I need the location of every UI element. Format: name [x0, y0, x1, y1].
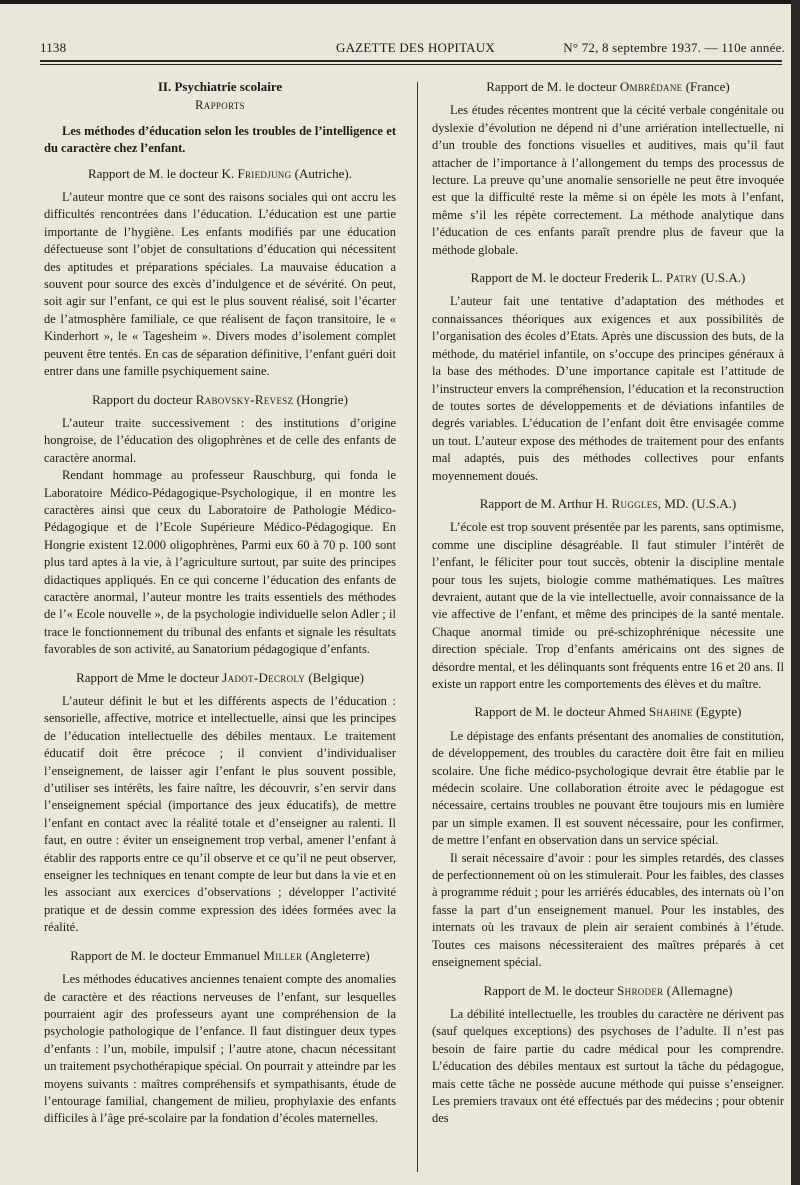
- report-country: (U.S.A.): [700, 270, 746, 286]
- report-title: [432, 982, 784, 999]
- report-title-prefix: Rapport de M. le docteur: [486, 79, 617, 94]
- section-lead: Les méthodes d’éducation selon les troubles de l’intelligence et du caractère chez l’enfant.: [44, 123, 396, 156]
- report-title-prefix: Rapport de M. le docteur K.: [87, 165, 235, 181]
- report-paragraph: Il serait nécessaire d’avoir : pour les simples retardés, des classes de perfectionnement où on les stimulerait. Pour les faibles, des classes à programme réduit ; pour les arriérés éducables, des internats où l’on fasse la part d’un enseignement manuel. Pour les instables, des internats où les travaux de plein air seraient combinés à l’étude. Toutes ces maisons nécessiteraient des maîtres préparés à cet enseignement spécial.: [432, 850, 784, 970]
- report-author: Ombrédane: [619, 79, 683, 94]
- left-column: [44, 78, 396, 1128]
- report-author: Shroder: [617, 982, 664, 998]
- report-title: [432, 703, 784, 720]
- column-divider: [417, 82, 418, 1172]
- report-author: Shahine: [648, 704, 693, 720]
- report-paragraph: Les études récentes montrent que la cécité verbale congénitale ou dyslexie d’évolution ne dépend ni d’une arriération intellectuelle, ni d’un trouble des fonctions visuelles et auditives, mais qu’il faut attacher de l’importance à l’allongement du temps des processus de lecture. La preuve qu’une anomalie sensorielle ne peut être invoquée est que la difficulté reste la même si on épèle les mots à l’enfant, même s’il les répète correctement. La méthode analytique dans l’éducation de ces enfants paraît prendre plus de faveur que la méthode globale.: [432, 103, 784, 257]
- section-subtitle: Rapports: [195, 98, 245, 113]
- report-paragraph: Le dépistage des enfants présentant des anomalies de constitution, de développement, des troubles du caractère doit être fait en milieu scolaire. Une fiche médico-psychologique devrait être établie par le médecin scolaire. Une collaboration étroite avec le pédagogue est nécessaire, certains troubles ne pouvant être toujours mis en lumière par un simple examen. Il est souvent nécessaire, pour les confirmer, de mettre l’enfant en observation dans un service spécial.: [432, 728, 784, 848]
- report-title-prefix: Rapport de Mme le docteur: [76, 669, 220, 685]
- report-paragraph: Rendant hommage au professeur Rauschburg, qui fonda le Laboratoire Médico-Pédagogique-Psychologique, il en montre les caractères ainsi que ceux du Laboratoire de Pathologie Médico-Pédagogique et de l’Ecole Supérieure Médico-Pédagogique. En Hongrie existent 12.000 oligophrènes, Parmi eux 60 à 70 p. 100 sont plus tard aptes à la vie, à l’agriculture surtout, par suite des principes didactiques appliqués. En ce qui concerne l’éducation des enfants de caractère anormal, l’auteur montre les traits essentiels des méthodes de l’« Ecole nouvelle », de la psychologie individuelle selon Adler ; il trace le fonctionnement du tribunal des enfants et signale les résultats favorables de son activité, au Sanatorium pédagogique d’enfants.: [44, 468, 396, 657]
- section-title: II. Psychiatrie scolaire: [157, 79, 283, 94]
- report-paragraph: L’auteur traite successivement : des institutions d’origine hongroise, de l’éducation des oligophrènes et de celle des enfants de caractère anormal.: [44, 415, 396, 465]
- report-title: [432, 495, 784, 512]
- report-title: [432, 78, 784, 95]
- report-title: [44, 947, 396, 964]
- report-title-prefix: Rapport de M. le docteur Emmanuel: [70, 947, 261, 963]
- report-paragraph: La débilité intellectuelle, les troubles du caractère ne dérivent pas (sauf quelques exceptions) des psychoses de l’adulte. Il n’est pas besoin de faire partie du cadre médical pour les comprendre. L’éducation des débiles mentaux est surtout la tâche du pédagogue, mais cette tâche ne possède aucune méthode qui puisse s’enseigner. Les premiers travaux ont été effectués par des médecins ; pour obtenir des: [432, 1006, 784, 1126]
- right-column: [432, 78, 784, 1128]
- header-rule-thick: [40, 60, 782, 62]
- report-title-prefix: Rapport de M. le docteur Ahmed: [474, 704, 646, 720]
- report-paragraph: L’auteur fait une tentative d’adaptation des méthodes et connaissances théoriques aux exigences et aux possibilités de l’organisation des écoles d’Etats. Après une discussion des buts, de la méthode, du matériel infantile, on s’occupe des principes généraux à la base des méthodes. D’une importance capitale est l’attitude de l’instructeur envers la compréhension, l’éducation et la reconstruction de toutes sortes de développements et de déviations infantiles de degrés variables. L’éducation de l’enfant doit être envisagée comme un tout. L’auteur expose des méthodes de traitement pour des enfants mal adaptés, puis des méthodes collectives pour enfants moyennement doués.: [432, 294, 784, 483]
- page-number: 1138: [40, 40, 67, 55]
- report-title-prefix: Rapport de M. le docteur: [483, 982, 614, 998]
- report-country: (Angleterre): [305, 947, 370, 963]
- report-country: (Allemagne): [666, 982, 733, 998]
- top-border: [0, 0, 800, 4]
- report-paragraph: L’école est trop souvent présentée par les parents, sans optimisme, comme une discipline désagréable. Il faut stimuler l’intérêt de l’enfant, le féliciter pour tout succès, obtenir la discipline mentale pour tous les sujets, biologie comme mathématiques. Les maîtres devraient, autant que de la vie intellectuelle, avoir connaissance de la vie affective de l’enfant, et même des principes de la santé mentale. Chaque anormal timide ou pré-schizophrénique nécessite une direction spéciale. Trop d’enfants américains ont des signes de désordre mental, et les délinquants sont fréquents entre 16 et 20 ans. Il existe un rapport entre les comportements des élèves et du maître.: [432, 520, 784, 691]
- report-country: (Belgique): [308, 669, 364, 685]
- report-title: [44, 391, 396, 408]
- report-country: (Egypte): [695, 704, 742, 720]
- report-author: Friedjung: [237, 165, 292, 181]
- report-title: [44, 669, 396, 686]
- report-title: [432, 269, 784, 286]
- issue-info: N° 72, 8 septembre 1937. — 110e année.: [563, 40, 785, 55]
- report-author: Ruggles: [611, 495, 658, 511]
- report-author: Miller: [263, 947, 303, 963]
- report-country: (Hongrie): [296, 391, 348, 407]
- report-title-prefix: Rapport de M. Arthur H.: [479, 495, 609, 511]
- report-author: Rabovsky-Revesz: [195, 391, 294, 407]
- report-author: Jadot-Decroly: [222, 669, 306, 685]
- journal-name: GAZETTE DES HOPITAUX: [336, 40, 495, 55]
- report-paragraph: Les méthodes éducatives anciennes tenaient compte des anomalies de caractère et des réactions nerveuses de l’enfant, sur lesquelles pourraient agir des professeurs ayant une compréhension de la psychologie pathologique de l’enfance. Il faut distinguer deux types d’enfants : l’un, mobile, impulsif ; l’autre atone, chacun nécessitant un traitement psychothérapique spécial. On pourrait y atteindre par les moyens suivants : maîtres compréhensifs et sympathisants, étude de l’entourage familial, changement de milieu, prophylaxie des enfants difficiles à l’âge pré-scolaire par la fondation d’écoles maternelles.: [44, 972, 396, 1126]
- report-title: [44, 165, 396, 182]
- report-country: (Autriche).: [294, 165, 353, 181]
- header-rule-thin: [40, 64, 782, 65]
- report-paragraph: L’auteur montre que ce sont des raisons sociales qui ont accru les difficultés rencontrées dans l’éducation. L’éducation est une partie importante de l’hygiène. Les enfants modifiés par une éducation défectueuse sont l’objet de consultations d’éducation qui nécessitent des aptitudes et préparations spéciales. La mauvaise éducation a souvent pour source des excès d’indulgence et de sévérité. On peut, soit agir sur l’enfant, ce qui est le plus souvent réalisé, soit l’écarter de l’atmosphère familiale, ce que réalisent de façon transitoire, le « Kinderhort », le « Tagesheim ». Divers modes d’isolement complet peuvent être tentés. En cas de séparation définitive, l’enfant guéri doit entrer dans une famille psychiquement saine.: [44, 190, 396, 379]
- report-author: Patry: [665, 270, 698, 286]
- report-country: (France): [685, 79, 730, 94]
- report-title-prefix: Rapport de M. le docteur Frederik L.: [470, 270, 663, 286]
- report-country: , MD. (U.S.A.): [657, 495, 737, 511]
- report-title-prefix: Rapport du docteur: [92, 391, 193, 407]
- report-paragraph: L’auteur définit le but et les différents aspects de l’éducation : sensorielle, affective, motrice et intellectuelle, ainsi que les principes de l’éducation intellectuelle des débiles mentaux. Le traitement éducatif doit être précoce ; il convient d’individualiser l’enseignement, de laisser agir l’enfant le plus souvent possible, d’utiliser ses intérêts, les faire naître, les découvrir, s’en servir dans l’enseignement spécial (importance des jeux éducatifs), de mettre l’enfant en contact avec la réalité totale et d’enseigner au ralenti. Il faut, en outre : éviter un enseignement trop verbal, amener l’enfant à établir des rapports entre ce qu’il observe et ce qu’il ne peut observer, enseigner les techniques en tenant compte de leur but dans la vie et en les associant aux exercices d’observations ; développer l’activité pratique et de dessin comme expression des idées formées avec la réalité.: [44, 694, 396, 935]
- running-header: [40, 40, 785, 62]
- page-edge-shadow: [791, 0, 800, 1185]
